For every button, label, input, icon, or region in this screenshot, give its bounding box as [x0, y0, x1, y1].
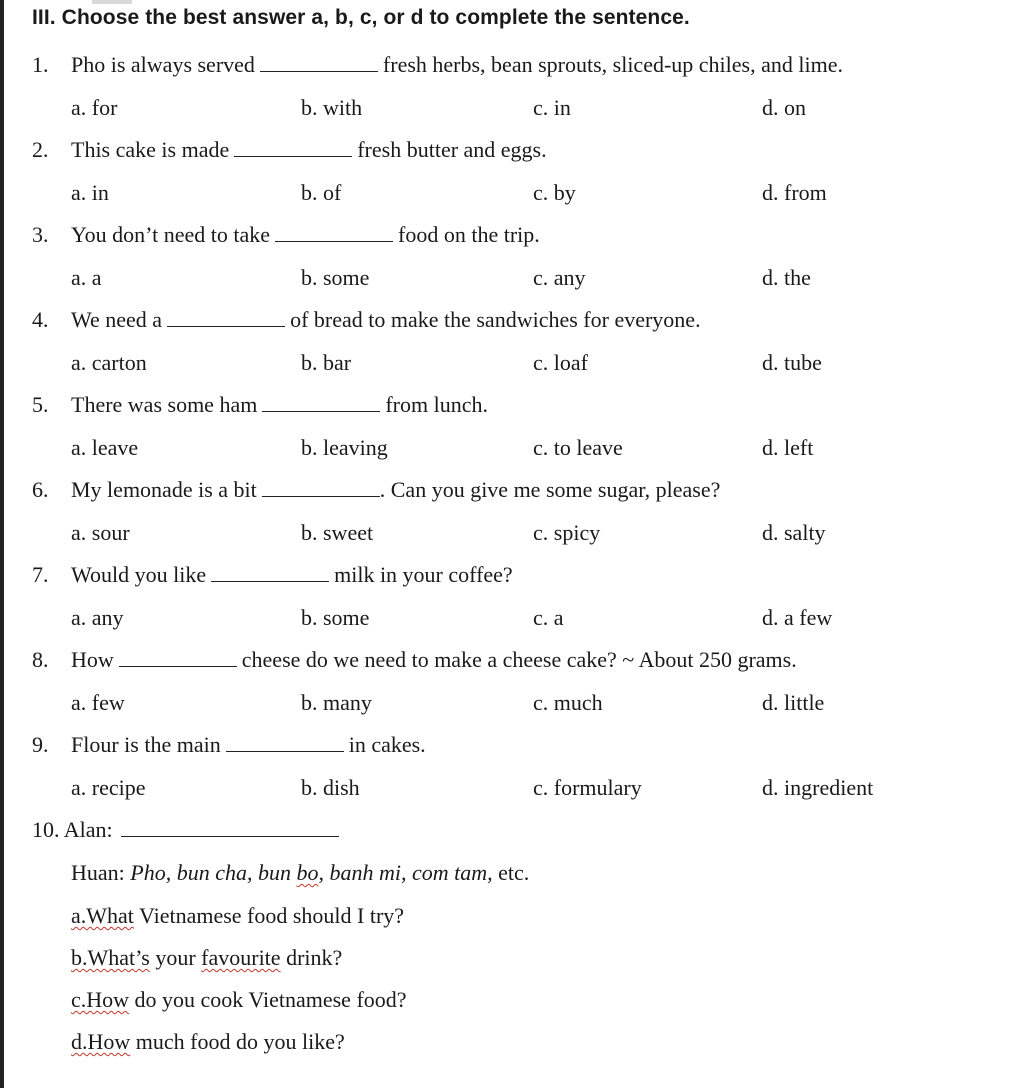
option-c[interactable]: c. any [533, 265, 586, 290]
option-d[interactable]: d. on [762, 95, 806, 120]
option-b-text: your [149, 945, 202, 970]
option-b[interactable]: b. sweet [301, 520, 374, 545]
answer-blank[interactable] [262, 391, 380, 412]
option-a-text: Vietnamese food should I try? [133, 903, 405, 928]
option-c[interactable]: c. much [533, 690, 603, 715]
dish-list-part-1: Pho, bun cha, bun [130, 860, 297, 885]
stem-after: milk in your coffee? [334, 562, 513, 587]
stem-after: in cakes. [348, 732, 426, 757]
option-a[interactable]: a. few [71, 690, 125, 715]
option-b-text-2: drink? [280, 945, 343, 970]
stem-after: from lunch. [385, 392, 488, 417]
question-number: 10. [32, 817, 60, 842]
q10-speaker-alan: Alan: [63, 817, 113, 842]
answer-blank[interactable] [275, 221, 393, 242]
question-6 [0, 476, 1024, 560]
answer-blank[interactable] [260, 51, 378, 72]
option-c[interactable]: c. spicy [533, 520, 601, 545]
section-heading: III. Choose the best answer a, b, c, or d to complete the sentence. [32, 6, 690, 29]
option-d[interactable]: d. salty [762, 520, 826, 545]
question-number: 2. [32, 137, 49, 162]
option-d[interactable]: d. from [762, 180, 827, 205]
q10-option-b[interactable] [71, 944, 342, 972]
answer-blank[interactable] [121, 816, 339, 837]
option-a[interactable]: a. in [71, 180, 109, 205]
option-b[interactable]: b. dish [301, 775, 360, 800]
question-2 [0, 136, 1024, 220]
option-b[interactable]: b. of [301, 180, 342, 205]
question-number: 9. [32, 732, 49, 757]
option-b[interactable]: b. some [301, 265, 370, 290]
question-3 [0, 221, 1024, 305]
q10-option-c[interactable] [71, 986, 407, 1014]
stem-after: fresh herbs, bean sprouts, sliced-up chiles, and lime. [382, 52, 843, 77]
question-number: 3. [32, 222, 49, 247]
answer-blank[interactable] [167, 306, 285, 327]
q10-option-a[interactable] [71, 902, 404, 930]
question-number: 7. [32, 562, 49, 587]
option-a-marked: a.What [71, 903, 134, 928]
option-d[interactable]: d. ingredient [762, 775, 874, 800]
option-c-marked: c.How [71, 987, 130, 1012]
question-number: 5. [32, 392, 49, 417]
answer-blank[interactable] [211, 561, 329, 582]
option-a[interactable]: a. leave [71, 435, 139, 460]
stem-after: fresh butter and eggs. [357, 137, 547, 162]
option-d[interactable]: d. left [762, 435, 814, 460]
option-b-marked-2: favourite [201, 945, 281, 970]
option-c[interactable]: c. in [533, 95, 571, 120]
top-edge-mark [92, 0, 132, 4]
stem-before: Pho is always served [71, 52, 255, 77]
q10-huan-line [71, 859, 529, 887]
option-b[interactable]: b. many [301, 690, 372, 715]
question-7 [0, 561, 1024, 645]
option-b[interactable]: b. leaving [301, 435, 388, 460]
stem-after: . Can you give me some sugar, please? [379, 477, 721, 502]
stem-before: There was some ham [71, 392, 258, 417]
option-c[interactable]: c. by [533, 180, 576, 205]
question-number: 6. [32, 477, 49, 502]
stem-after: cheese do we need to make a cheese cake? ~ About 250 grams. [241, 647, 797, 672]
question-number: 1. [32, 52, 49, 77]
question-8 [0, 646, 1024, 730]
dish-list-tail: etc. [492, 860, 530, 885]
stem-after: food on the trip. [398, 222, 540, 247]
option-c[interactable]: c. loaf [533, 350, 588, 375]
option-b[interactable]: b. with [301, 95, 363, 120]
option-c[interactable]: c. formulary [533, 775, 642, 800]
option-d[interactable]: d. a few [762, 605, 833, 630]
stem-before: How [71, 647, 114, 672]
dish-list-bo: bo [296, 860, 319, 885]
option-d-marked: d.How [71, 1029, 131, 1054]
answer-blank[interactable] [226, 731, 344, 752]
question-number: 4. [32, 307, 49, 332]
stem-before: Flour is the main [71, 732, 221, 757]
q10-prompt-row [32, 816, 339, 844]
option-a[interactable]: a. sour [71, 520, 130, 545]
stem-before: My lemonade is a bit [71, 477, 257, 502]
stem-before: Would you like [71, 562, 207, 587]
option-c-text: do you cook Vietnamese food? [129, 987, 407, 1012]
option-b[interactable]: b. bar [301, 350, 352, 375]
option-c[interactable]: c. a [533, 605, 564, 630]
option-d[interactable]: d. little [762, 690, 825, 715]
question-1 [0, 51, 1024, 135]
question-9 [0, 731, 1024, 815]
dish-list-part-2: , banh mi, com tam, [318, 860, 493, 885]
answer-blank[interactable] [234, 136, 352, 157]
question-5 [0, 391, 1024, 475]
q10-speaker-huan: Huan: [71, 860, 125, 885]
stem-before: You don’t need to take [71, 222, 271, 247]
stem-after: of bread to make the sandwiches for everyone. [290, 307, 701, 332]
option-a[interactable]: a. a [71, 265, 102, 290]
option-b[interactable]: b. some [301, 605, 370, 630]
stem-before: We need a [71, 307, 163, 332]
option-d-text: much food do you like? [130, 1029, 345, 1054]
answer-blank[interactable] [262, 476, 380, 497]
option-d[interactable]: d. tube [762, 350, 822, 375]
stem-before: This cake is made [71, 137, 230, 162]
option-d[interactable]: d. the [762, 265, 811, 290]
option-a[interactable]: a. any [71, 605, 124, 630]
option-a[interactable]: a. recipe [71, 775, 146, 800]
option-a[interactable]: a. carton [71, 350, 147, 375]
q10-option-d[interactable] [71, 1028, 345, 1056]
question-4 [0, 306, 1024, 390]
question-number: 8. [32, 647, 49, 672]
option-a[interactable]: a. for [71, 95, 118, 120]
option-b-marked: b.What’s [71, 945, 150, 970]
option-c[interactable]: c. to leave [533, 435, 623, 460]
answer-blank[interactable] [119, 646, 237, 667]
